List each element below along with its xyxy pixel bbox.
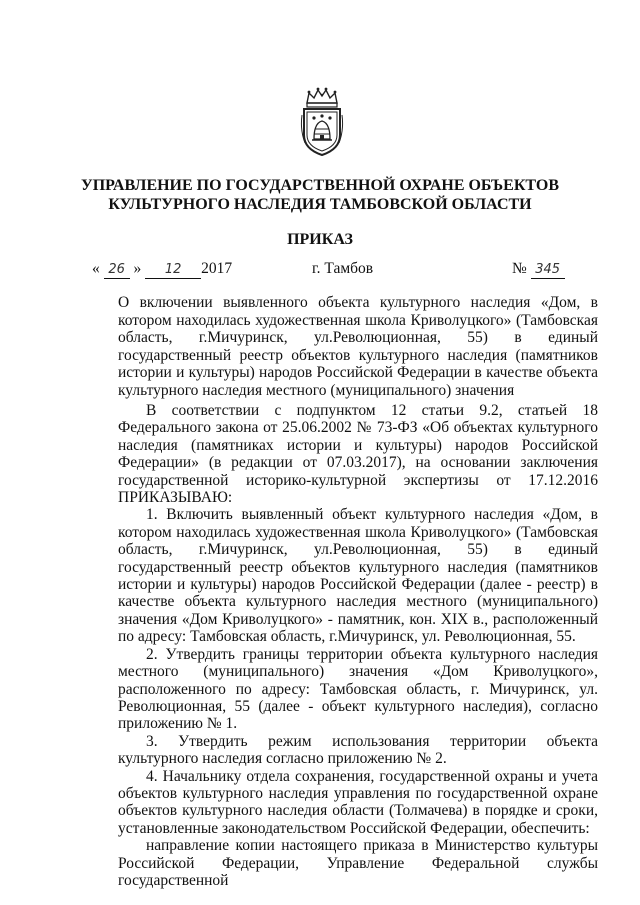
organization-title (60, 176, 580, 214)
clause-4-subitem-paragraph: направление копии настоящего приказа в Министерство культуры Российской Федерации, Управление Федеральной службы государственной (118, 837, 598, 889)
number-value: 345 (531, 262, 565, 279)
date-year: 2017 (201, 260, 233, 277)
clause-1-paragraph: 1. Включить выявленный объект культурного наследия «Дом, в котором находилась художественная школа Криволуцкого» (Тамбовская область, г.Мичуринск, ул.Революционная, 55) в единый государственный реестр объектов культурного наследия (памятников истории и культуры) народов Российской Федерации (далее - реестр) в качестве объекта культурного наследия местного (муниципального) значения «Дом Криволуцкого» - памятник, кон. XIX в., расположенный по адресу: Тамбовская область, г.Мичуринск, ул. Революционная, 55. (118, 506, 598, 646)
organization-line-2: КУЛЬТУРНОГО НАСЛЕДИЯ ТАМБОВСКОЙ ОБЛАСТИ (108, 196, 532, 213)
date-open-quote: « (92, 260, 100, 277)
document-city: г. Тамбов (312, 260, 374, 277)
document-number (512, 260, 565, 279)
coat-of-arms-emblem (299, 85, 345, 157)
document-type: ПРИКАЗ (287, 231, 353, 248)
date-month: 12 (145, 262, 201, 279)
clause-4-paragraph: 4. Начальнику отдела сохранения, государственной охраны и учета объектов культурного наследия управления по государственной охране объектов культурного наследия области (Толмачева) в порядке и сроки, установленные законодательством Российской Федерации, обеспечить: (118, 767, 598, 837)
organization-line-1: УПРАВЛЕНИЕ ПО ГОСУДАРСТВЕННОЙ ОХРАНЕ ОБЪЕКТОВ (80, 177, 559, 194)
clause-3-paragraph: 3. Утвердить режим использования территории объекта культурного наследия согласно приложению № 2. (118, 732, 598, 768)
date-day: 26 (104, 262, 130, 279)
date-close-quote: » (133, 260, 142, 277)
document-date (92, 260, 232, 279)
order-body (118, 402, 598, 889)
number-prefix: № (512, 260, 527, 277)
preamble-paragraph: В соответствии с подпунктом 12 статьи 9.2, статьей 18 Федерального закона от 25.06.2002 № 73-ФЗ «Об объектах культурного наследия (памятниках истории и культуры) народов Российской Федерации» (в редакции от 07.03.2017), на основании заключения государственной историко-культурной экспертизы от 17.12.2016 ПРИКАЗЫВАЮ: (118, 402, 598, 507)
clause-2-paragraph: 2. Утвердить границы территории объекта культурного наследия местного (муниципального) значения «Дом Криволуцкого», расположенного по адресу: Тамбовская область, г. Мичуринск, ул. Революционная, 55 (далее - объект культурного наследия), согласно приложению № 1. (118, 645, 598, 733)
date-number-line (92, 260, 592, 282)
order-subject-title: О включении выявленного объекта культурного наследия «Дом, в котором находилась художественная школа Криволуцкого» (Тамбовская область, г.Мичуринск, ул.Революционная, 55) в единый государственный реестр объектов культурного наследия (памятников истории и культуры) народов Российской Федерации в качестве объекта культурного наследия местного (муниципального) значения (118, 294, 598, 399)
